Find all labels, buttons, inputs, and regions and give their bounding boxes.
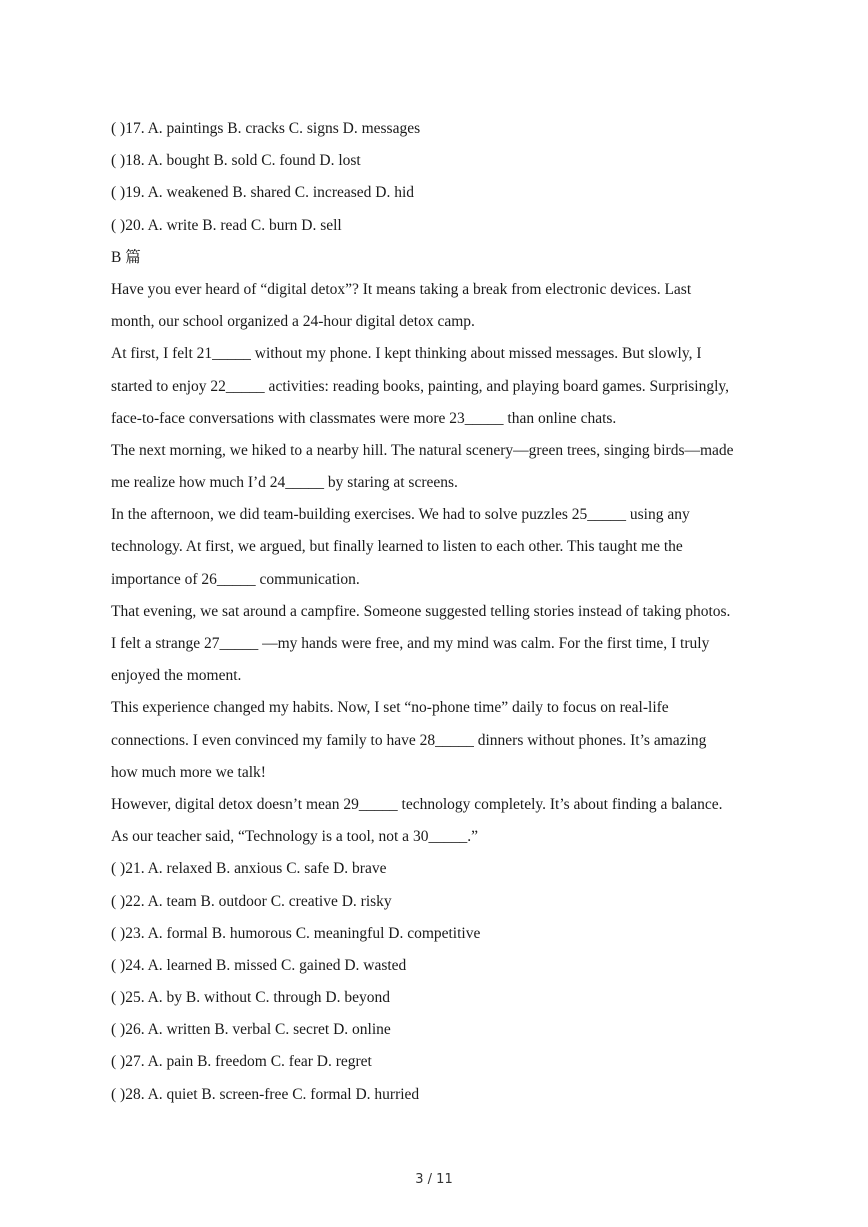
question-list-b (111, 853, 761, 1111)
passage-b (111, 274, 761, 853)
document-page (111, 113, 761, 1111)
question-item: ( )24. A. learned B. missed C. gained D. wasted (111, 956, 407, 974)
passage-line: I felt a strange 27_____ —my hands were free, and my mind was calm. For the first time, I truly (111, 635, 710, 652)
section-b-heading: B 篇 (111, 248, 141, 266)
passage-line: connections. I even convinced my family to have 28_____ dinners without phones. It’s amazing (111, 731, 707, 749)
passage-line: technology. At first, we argued, but finally learned to listen to each other. This taught me the (111, 538, 683, 556)
question-item: ( )17. A. paintings B. cracks C. signs D. messages (111, 120, 421, 137)
page-number: 3 / 11 (415, 1172, 453, 1187)
question-item: ( )26. A. written B. verbal C. secret D. online (111, 1021, 391, 1039)
passage-line: In the afternoon, we did team-building exercises. We had to solve puzzles 25_____ using any (111, 506, 690, 524)
passage-line: month, our school organized a 24-hour digital detox camp. (111, 313, 475, 331)
passage-line: As our teacher said, “Technology is a tool, not a 30_____.” (111, 828, 478, 846)
passage-line: Have you ever heard of “digital detox”? It means taking a break from electronic devices. Last (111, 280, 692, 298)
question-item: ( )18. A. bought B. sold C. found D. lost (111, 152, 361, 170)
question-item: ( )22. A. team B. outdoor C. creative D. risky (111, 892, 392, 910)
question-item: ( )21. A. relaxed B. anxious C. safe D. brave (111, 860, 387, 878)
passage-line: At first, I felt 21_____ without my phone. I kept thinking about missed messages. But slowly, I (111, 345, 702, 363)
passage-line: That evening, we sat around a campfire. Someone suggested telling stories instead of taking photos. (111, 602, 731, 620)
question-item: ( )23. A. formal B. humorous C. meaningful D. competitive (111, 924, 481, 942)
passage-line: importance of 26_____ communication. (111, 570, 360, 588)
passage-line: me realize how much I’d 24_____ by staring at screens. (111, 474, 458, 492)
question-list-a-tail (111, 113, 761, 242)
passage-line: face-to-face conversations with classmates were more 23_____ than online chats. (111, 409, 617, 427)
question-item: ( )19. A. weakened B. shared C. increased D. hid (111, 184, 415, 202)
question-item: ( )20. A. write B. read C. burn D. sell (111, 216, 342, 234)
passage-line: how much more we talk! (111, 763, 266, 781)
question-item: ( )25. A. by B. without C. through D. beyond (111, 989, 390, 1007)
passage-line: However, digital detox doesn’t mean 29_____ technology completely. It’s about finding a balance. (111, 795, 723, 813)
passage-line: started to enjoy 22_____ activities: reading books, painting, and playing board games. Surprisingly, (111, 377, 730, 395)
question-item: ( )27. A. pain B. freedom C. fear D. regret (111, 1053, 372, 1071)
passage-line: The next morning, we hiked to a nearby hill. The natural scenery—green trees, singing birds—made (111, 441, 734, 459)
question-item: ( )28. A. quiet B. screen-free C. formal D. hurried (111, 1085, 420, 1103)
passage-line: enjoyed the moment. (111, 667, 242, 685)
passage-line: This experience changed my habits. Now, I set “no-phone time” daily to focus on real-life (111, 699, 669, 717)
